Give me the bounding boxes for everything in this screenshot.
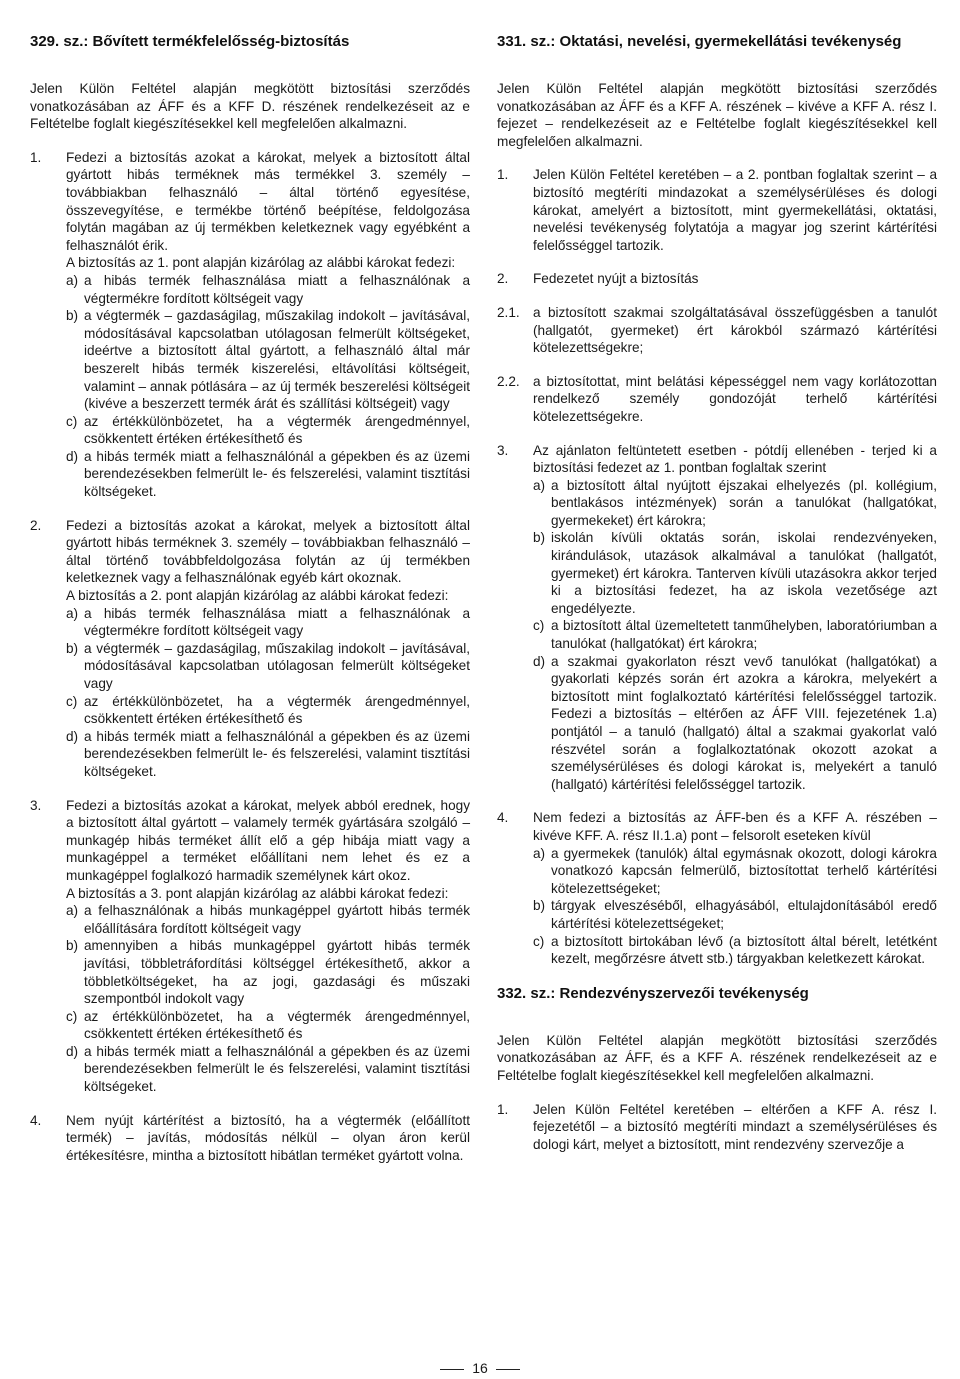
numbered-item — [30, 517, 470, 781]
item-number: 3. — [30, 797, 42, 813]
sub-item — [66, 448, 470, 501]
item-number: 1. — [30, 149, 42, 165]
page-number-text: 16 — [472, 1360, 488, 1376]
sub-item-letter: a) — [66, 903, 79, 919]
sub-item — [533, 897, 937, 932]
sub-item-text: a hibás termék felhasználása miatt a felhasználónak a végtermékre fordított költségeit vagy — [84, 605, 470, 639]
sub-item — [66, 605, 470, 640]
item-number: 4. — [30, 1112, 42, 1128]
item-body — [66, 797, 470, 1096]
section-332-number: 332. sz.: — [497, 984, 556, 1002]
section-329-items — [30, 149, 470, 1165]
sub-item-letter: d) — [533, 653, 546, 669]
sub-item-letter: c) — [66, 413, 78, 429]
section-332-intro: Jelen Külön Feltétel alapján megkötött biztosítási szerződés vonatkozásában az ÁFF, és a KFF A. részének rendelkezéseit az e Feltételbe foglalt kiegészítésekkel kell megfelelően alkalmazni. — [497, 1032, 937, 1083]
sub-item — [66, 1043, 470, 1096]
left-column — [30, 32, 470, 1180]
sub-item-text: tárgyak elveszéséből, elhagyásából, eltulajdonításából eredő kártérítési kötelezettségeket; — [551, 898, 937, 931]
sub-item-letter: d) — [66, 1043, 79, 1059]
item-body — [533, 442, 937, 794]
sub-item-letter: b) — [533, 530, 546, 546]
sub-item-text: a hibás termék miatt a felhasználónál a gépekben és az üzemi berendezésekben felmerült le- és felszerelési, valamint tisztítási költségeket. — [84, 448, 470, 500]
numbered-item — [497, 166, 937, 254]
item-lead: A biztosítás a 2. pont alapján kizárólag az alábbi károkat fedezi: — [66, 588, 449, 604]
item-lead: A biztosítás a 3. pont alapján kizárólag az alábbi károkat fedezi: — [66, 885, 449, 901]
item-text: Jelen Külön Feltétel keretében – eltérően a KFF A. rész I. fejezetétől – a biztosító megtéríti mindazt a személysérüléses és dologi kárt, melyet a biztosított, mint rendezvény szervezője a — [533, 1101, 937, 1152]
sub-item — [533, 653, 937, 794]
section-332-heading — [497, 984, 937, 1004]
section-329-intro: Jelen Külön Feltétel alapján megkötött biztosítási szerződés vonatkozásában az ÁFF és a KFF D. részének rendelkezéseit az e Feltételbe foglalt kiegészítésekkel kell megfelelően alkalmazni. — [30, 81, 470, 132]
section-331-items — [497, 166, 937, 967]
section-331-intro: Jelen Külön Feltétel alapján megkötött biztosítási szerződés vonatkozásában az ÁFF és a KFF A. részének – kivéve a KFF A. rész I. fejezet – rendelkezéseit az e Feltételbe foglalt kiegészítésekkel kell megfelelően alkalmazni. — [497, 81, 937, 149]
item-number: 2.1. — [497, 304, 520, 320]
item-text: Fedezi a biztosítás azokat a károkat, melyek a biztosított által gyártott hibás terméknek 3. személy – továbbiakban felhasználó – által történő továbbfeldolgozása folytán az új termékben keletkeznek vagy a felhasználónak egyéb kárt okoznak. — [66, 517, 470, 586]
item-body — [66, 149, 470, 501]
item-text: a biztosított szakmai szolgáltatásával összefüggésben a tanulót (hallgatót, gyermeket) ért károkból származó kártérítési kötelezettségekre; — [533, 304, 937, 356]
sub-item-text: a hibás termék miatt a felhasználónál a gépekben és az üzemi berendezésekben felmerült le- és felszerelési, valamint tisztítási költségeket. — [84, 728, 470, 779]
numbered-item — [497, 373, 937, 426]
sub-item — [66, 728, 470, 781]
item-body — [533, 166, 937, 254]
section-331-title: Oktatási, nevelési, gyermekellátási tevékenység — [559, 33, 902, 50]
right-column — [497, 32, 937, 1169]
page-number — [0, 1360, 960, 1378]
item-body — [533, 373, 937, 426]
sub-item-text: iskolán kívüli oktatás során, iskolai rendezvényeken, kirándulások, utazások alkalmával a tanulókat (hallgatót, gyermeket) ért károkra. Tanterven kívüli utazásokra akkor terjed ki a biztosítási fedezet, ha az iskola vezetősége azt engedélyezte. — [551, 530, 937, 616]
sub-item-text: az értékkülönbözetet, ha a végtermék árengedménnyel, csökkentett értéken értékesíthető és — [84, 693, 470, 727]
sub-item-text: a gyermekek (tanulók) által egymásnak okozott, dologi károkra vonatkozó kapcsán felmerülő, biztosítottat terhelő kártérítési kötelezettségeket; — [551, 845, 937, 896]
item-body — [66, 517, 470, 781]
sub-item-letter: d) — [66, 448, 79, 464]
sub-item-text: a biztosított által üzemeltetett tanműhelyben, laboratóriumban a tanulókat (hallgatókat) ért károkra; — [551, 618, 937, 652]
numbered-item — [30, 149, 470, 501]
item-text: Az ajánlaton feltüntetett esetben - pótdíj ellenében - terjed ki a biztosítási fedezet az 1. pontban foglaltak szerint — [533, 442, 937, 476]
sub-item-letter: c) — [66, 1008, 78, 1024]
sub-item — [66, 640, 470, 693]
sub-item — [66, 413, 470, 448]
sub-item — [66, 272, 470, 307]
sub-item-text: a biztosított által nyújtott éjszakai elhelyezés (pl. kollégium, bentlakásos intézmények) során a tanulókat (hallgatókat, gyermekeket) ért károkra; — [551, 477, 937, 528]
sub-item-text: az értékkülönbözetet, ha a végtermék árengedménnyel, csökkentett értéken értékesíthető és — [84, 1008, 470, 1042]
item-number: 3. — [497, 442, 509, 458]
item-body — [533, 270, 937, 288]
sub-item-text: a végtermék – gazdaságilag, műszakilag indokolt – javításával, módosításával kapcsolatban utólagosan felmerült költségeket, ideértve a biztosított által gyártott, a felhasználó által már beszerelt hibás termék kiszerelési, eltávolítási költségeit, valamint – annak pótlására – az új termék beszerelési költségeit (kivéve a beszerzett termék árát és szállítási költségeit) vagy — [84, 308, 470, 412]
item-text: Fedezi a biztosítás azokat a károkat, melyek a biztosított által gyártott hibás terméknek más termékkel 3. személy – továbbiakban felhasználó – által történő egyesítése, összevegyítése, e termékbe történő beépítése, feldolgozása folytán magában az új termékben keletkeznek vagy egyébként a felhasználót érik. — [66, 149, 470, 253]
item-text: Nem nyújt kártérítést a biztosító, ha a végtermék (előállított termék) – javítás, módosítás nélkül – olyan áron kerül értékesítésre, mintha a biztosított hibátlan terméket gyártott volna. — [66, 1112, 470, 1163]
sub-item-text: az értékkülönbözetet, ha a végtermék árengedménnyel, csökkentett értéken értékesíthető és — [84, 413, 470, 447]
sub-item — [66, 902, 470, 937]
sub-item-text: a szakmai gyakorlaton részt vevő tanulókat (hallgatókat) a gyakorlati képzés során ért azokra a károkra, melyekért a biztosított mint foglalkoztató kártérítési felelősséggel tartozik. Fedezi a biztosítás – eltérően az ÁFF VIII. fejezetének 1.a) pontjától – a tanuló (hallgató) által a szakmai gyakorlat való részvétel során a foglalkoztatónak okozott azokat a személysérüléses és dologi károkat is, melyekért a tanuló (hallgató) kártérítési felelősséggel tartozik. — [551, 653, 937, 792]
sub-item-text: amennyiben a hibás munkagéppel gyártott hibás termék javítási, többletráfordítási költséggel értékesíthető, akkor a többletköltségeket, ha az jogi, gazdasági és műszaki szempontból indokolt vagy — [84, 938, 470, 1007]
item-text: Fedezi a biztosítás azokat a károkat, melyek abból erednek, hogy a biztosított által gyártott – valamely termék gyártására szolgáló – munkagép hibás terméket állít elő a gép hibája miatt vagy a munkagéppel a terméket előállítani nem lehet és ez a munkagéppel foglalkozó harmadik személynek kárt okoz. — [66, 797, 470, 883]
sub-item-letter: b) — [66, 308, 79, 324]
item-lead: A biztosítás az 1. pont alapján kizárólag az alábbi károkat fedezi: — [66, 255, 456, 271]
section-332-items — [497, 1101, 937, 1154]
sub-item-letter: c) — [533, 933, 545, 949]
sub-item — [533, 933, 937, 968]
item-number: 2. — [497, 271, 509, 287]
section-329-heading — [30, 32, 470, 52]
page-number-dash-left — [440, 1369, 464, 1370]
sub-item — [66, 1008, 470, 1043]
item-text: Fedezetet nyújt a biztosítás — [533, 271, 699, 287]
item-number: 2. — [30, 517, 42, 533]
item-text: Nem fedezi a biztosítás az ÁFF-ben és a KFF A. részében – kivéve KFF. A. rész II.1.a) pont – felsorolt eseteken kívül — [533, 810, 937, 843]
sub-item-text: a hibás termék miatt a felhasználónál a gépekben és az üzemi berendezésekben felmerült le és felszerelési, valamint tisztítási költségeket. — [84, 1043, 470, 1095]
item-text: Jelen Külön Feltétel keretében – a 2. pontban foglaltak szerint – a biztosító megtéríti mindazokat a személysérüléses és dologi károkat, amelyért a biztosított, mint gyermekellátási, oktatási, nevelési tevékenység folytatója a magyar jog szerint kártérítési felelősséggel tartozik. — [533, 167, 937, 253]
numbered-item — [30, 1112, 470, 1165]
item-body — [533, 304, 937, 357]
sub-item-letter: a) — [66, 272, 79, 288]
sub-item-letter: a) — [66, 605, 79, 621]
item-number: 4. — [497, 810, 509, 826]
sub-item — [66, 307, 470, 413]
sub-item — [66, 693, 470, 728]
sub-item-letter: c) — [533, 618, 545, 634]
sub-item — [533, 529, 937, 617]
sub-item-letter: c) — [66, 693, 78, 709]
sub-item-letter: d) — [66, 728, 79, 744]
numbered-item — [497, 1101, 937, 1154]
sub-item-text: a végtermék – gazdaságilag, műszakilag indokolt – javításával, módosításával kapcsolatban utólagosan felmerült költségeket vagy — [84, 640, 470, 691]
item-text: a biztosítottat, mint belátási képességgel nem vagy korlátozottan rendelkező személy gondozóját terhelő kártérítési kötelezettségekre. — [533, 373, 937, 424]
sub-item-letter: b) — [66, 640, 79, 656]
section-331-heading — [497, 32, 937, 52]
numbered-item — [497, 442, 937, 794]
item-body — [66, 1112, 470, 1165]
section-329-number: 329. sz.: — [30, 33, 89, 50]
page-number-dash-right — [496, 1369, 520, 1370]
numbered-item — [30, 797, 470, 1096]
numbered-item — [497, 304, 937, 357]
item-body — [533, 1101, 937, 1154]
sub-item-letter: b) — [66, 938, 79, 954]
sub-item — [533, 477, 937, 530]
sub-item-text: a hibás termék felhasználása miatt a felhasználónak a végtermékre fordított költségeit vagy — [84, 272, 470, 306]
item-number: 2.2. — [497, 373, 520, 389]
sub-item-text: a biztosított birtokában lévő (a biztosított által bérelt, letétként kezelt, megőrzésre átvett stb.) tárgyakban keletkezett károkat. — [551, 933, 937, 967]
numbered-item — [497, 270, 937, 288]
sub-item-letter: a) — [533, 845, 546, 861]
numbered-item — [497, 809, 937, 967]
item-number: 1. — [497, 167, 509, 183]
section-329-title: Bővített termékfelelősség-biztosítás — [92, 33, 350, 50]
item-number: 1. — [497, 1101, 509, 1117]
section-331-number: 331. sz.: — [497, 33, 556, 50]
section-332-title: Rendezvényszervezői tevékenység — [559, 984, 809, 1002]
sub-item — [533, 617, 937, 652]
sub-item-letter: b) — [533, 898, 546, 914]
sub-item — [533, 845, 937, 898]
sub-item-text: a felhasználónak a hibás munkagéppel gyártott hibás termék előállítására fordított költségeit vagy — [84, 903, 470, 936]
sub-item-letter: a) — [533, 477, 546, 493]
sub-item — [66, 937, 470, 1007]
item-body — [533, 809, 937, 967]
